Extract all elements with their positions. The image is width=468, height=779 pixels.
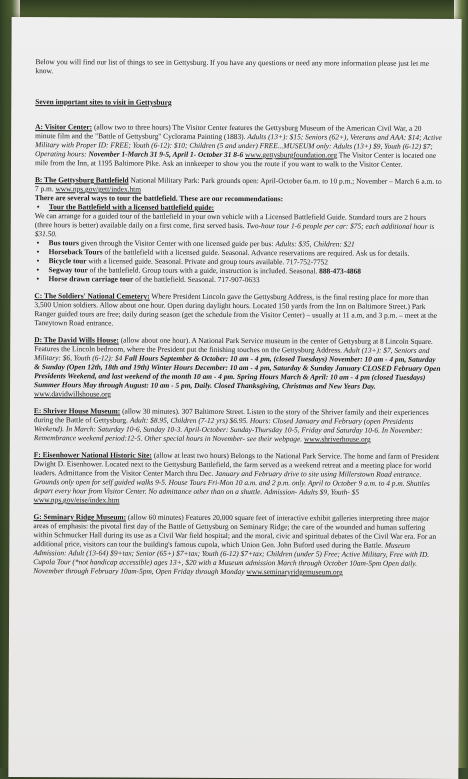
bullet-lead: Segway tour — [48, 265, 88, 275]
section-body: (allow 30 minutes). 307 Baltimore Street. Listen to the story of the Shriver family and their experiences during the Battle of Gettysburg. — [33, 406, 429, 425]
bullet-price: Adults: $35, Children: $21 — [275, 239, 355, 249]
section-hours: Fall Hours September & October: 10 am - 4 pm, (closed Tuesdays) November: 10 am - 4 pm, Saturday & Sunday (Open 12th, 18th and 19th) Winter Hours December: 10 am - 4 pm, Saturday & Sunday January CLOSED February Open Presidents Weekend, and last weekend of the month 10 am - 4 pm. Spring Hours March & April: 10 am - 4 pm (closed Tuesdays) Summer Hours May through August: 10 am - 5 pm, Daily. Closed Thanksgiving, Christmas and New Years Day. — [34, 353, 441, 391]
section-visitor-center — [35, 122, 443, 169]
section-link[interactable]: www.nps.gov/eise/index.htm — [33, 495, 120, 505]
document-content — [33, 57, 443, 585]
section-title: F: Eisenhower National Historic Site: — [33, 450, 152, 460]
section-title: C: The Soldiers' National Cemetery: — [34, 291, 150, 301]
document-page — [8, 17, 461, 779]
section-hours: Hours: Closed January and February (open Presidents Weekend). In March: Saturday 10-6, Sunday 10-3. April-October: Sunday-Thursday 10-5, Friday and Saturday 10-6. In November: Remembrance weekend period:12-5. Other special hours in November- see their webpage. — [33, 416, 423, 444]
tour-text: We can arrange for a guided tour of the battlefield in your own vehicle with a Licensed Battlefield Guide. Standard tours are 2 hours (three hours is better) available daily on a first come, first served basis. — [34, 211, 427, 231]
section-title: B: The Gettysburg Battlefield — [34, 175, 129, 185]
section-hours: November 1-March 31 9-5, April 1- October 31 8-6 — [88, 149, 244, 160]
section-battlefield — [34, 175, 442, 285]
section-link[interactable]: www.nps.gov/gett/index.htm — [55, 184, 142, 194]
section-shriver-house — [34, 406, 442, 444]
tour-heading: Tour the Battlefield with a licensed battlefield guide: — [48, 202, 215, 212]
section-hours: January and February drive to site using Millerstown Road entrance. Grounds only open for self guided walks 9-5. House Tours Fri-Mon 10 a.m. and 2 p.m. only. April to October 9 a.m. to 4 p.m. Shuttles depart every hour from Visitor Center. No admittance other than on a shuttle. Admission- Adults $9, Youth- $5 — [33, 468, 430, 497]
bullet-phone: 888-473-4868 — [319, 266, 362, 276]
section-title: E: Shriver House Museum: — [33, 406, 121, 416]
section-wills-house — [34, 335, 442, 400]
bullet-lead: Bus tours — [48, 238, 79, 248]
list-item — [48, 274, 442, 285]
section-note: The Visitor Center is located one mile from the Inn, at 1195 Baltimore Pike. Ask an innkeeper to show you the route if you want to walk to the Visitor Center. — [35, 150, 437, 169]
bullet-lead: Horse drawn carriage tour — [48, 274, 134, 284]
section-body: National Military Park: Park grounds open: April-October 6a.m. to 10 p.m.; November – March 6 a.m. to 7 p.m. — [34, 175, 442, 194]
intro-text: Below you will find our list of things to see in Gettysburg. If you have any questions or need any more information please just let me know. — [35, 57, 430, 76]
section-body: (allow at least two hours) Belongs to the National Park Service. The home and farm of President Dwight D. Eisenhower. Located next to the Gettysburg Battlefield, the farm served as a weekend retreat and a meeting place for world leaders. Admittance from the Visitor Center March thru Dec. — [33, 450, 440, 478]
bullet-text: of the battlefield. Group tours with a guide, instruction is included. Seasonal. — [89, 265, 318, 276]
section-prices: Adults (13+): $15; Seniors (62+), Veterans and AAA: $14; Active Military with Proper ID: FREE; Youth (6-12): $10; Children (5 and under) FREE...MUSEUM only: Adults (13+) $9, Youth (6-12) $7; — [35, 132, 442, 151]
list-item — [49, 202, 443, 213]
section-link[interactable]: www.gettysburgfoundation.org — [245, 150, 338, 160]
section-cemetery — [34, 291, 442, 329]
page-heading: Seven important sites to visit in Gettysburg — [35, 97, 172, 107]
section-body: (allow two to three hours) The Visitor Center features the Gettysburg Museum of the American Civil War, a 20 minute film and the "Battle of Gettysburg" Cyclorama Painting (1883). — [35, 122, 422, 142]
section-prices: Adult (13+): $7, Seniors and Military: $6, Youth (6-12): $4 — [34, 345, 430, 363]
section-prices: Adult: $8.95, Children (7-12 yrs) $6.95. — [129, 415, 249, 426]
bullet-lead: Bicycle tour — [48, 256, 87, 266]
section-body: (allow 60 minutes) Features 20,000 square feet of interactive exhibit galleries interpreting three major areas of emphasis: the pivotal first day of the Battle of Gettysburg on Seminary Ridge; the care of the wounded and human suffering within Schmucker Hall during its use as a Civil War field hospital; and the moral, civic and spiritual debates of the Civil War era. For an additional price, visitors can tour the building's famous cupola, which Union Gen. John Buford used during the Battle. — [33, 512, 437, 550]
section-body: Where President Lincoln gave the Gettysburg Address, is the final resting place for more than 3,500 Union soldiers. Allow about one hour. Open during daylight hours. Located 150 yards from the Inn on Baltimore Street.) Park Ranger guided tours are free; daily during season (get the schedule from the Visitor Center) – usually at 11 a.m, and 3 p.m. – meet at the Taneytown Road entrance. — [34, 291, 438, 328]
bullet-text: given through the Visitor Center with one licensed guide per bus: — [80, 238, 274, 249]
section-title: D: The David Wills House: — [34, 335, 119, 345]
bullet-text: with a licensed guide. Seasonal. Private and group tours available. 717-752-7752 — [88, 256, 328, 267]
bullet-text: of the battlefield. Seasonal. 717-907-0633 — [135, 274, 260, 285]
recommendations-line: There are several ways to tour the battlefield. These are our recommendations: — [34, 193, 284, 204]
section-eisenhower — [34, 450, 442, 506]
section-link[interactable]: www.seminaryridgemuseum.org — [246, 567, 343, 577]
section-seminary-ridge — [33, 512, 441, 577]
bullet-text: of the battlefield with a licensed guide. Seasonal. Advance reservations are required. Ask us for details. — [104, 247, 410, 258]
hours-label: Operating hours: — [35, 149, 87, 159]
section-body: (allow about one hour). A National Park Service museum in the center of Gettysburg at 8 Lincoln Square. Features the Lincoln bedroom, where the President put the finishing touches on the Gettysburg Address. — [34, 335, 433, 355]
bullet-lead: Horseback Tours — [48, 247, 103, 257]
section-link[interactable]: www.shriverhouse.org — [303, 434, 371, 444]
section-prices: Museum Admission: Adult (13-64) $9+tax; Senior (65+) $7+tax; Youth (6-12) $7+tax; Children (under 5) Free; Active Military, Free with ID. Cupola Tour (*not handicap accessible) ages 13+, $20 with a Museum admission March through October 10am-5pm Open daily. November through February 10am-5pm, Open Friday through Monday — [33, 540, 430, 577]
section-link[interactable]: www.davidwillshouse.org — [33, 389, 112, 399]
bullet-list — [34, 238, 442, 285]
section-title: G: Seminary Ridge Museum: — [33, 512, 127, 522]
section-title: A: Visitor Center: — [35, 122, 93, 132]
tour-price: Two-hour tour 1-6 people per car: $75; each additional hour is $31.50. — [34, 221, 435, 239]
tour-list — [35, 202, 443, 213]
